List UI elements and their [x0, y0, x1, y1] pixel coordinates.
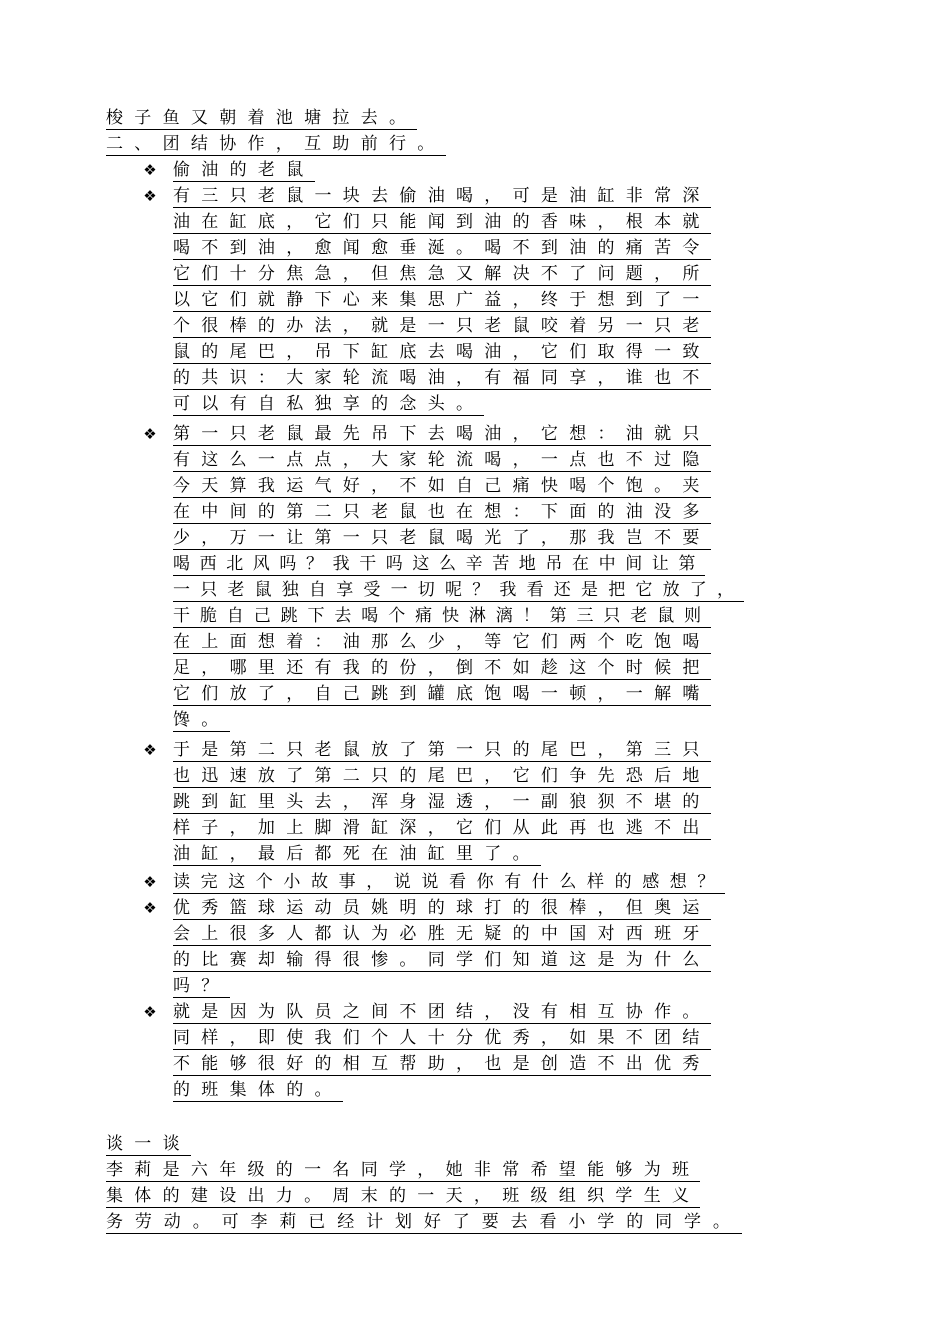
story-title [173, 157, 315, 183]
line-text: 喝西北风吗？我干吗这么辛苦地吊在中间让第 [173, 554, 705, 574]
text-line [173, 999, 711, 1025]
diamond-bullet-icon: ❖ [143, 741, 157, 759]
text-line [173, 499, 711, 525]
text-line [173, 895, 711, 921]
text-line [173, 789, 711, 815]
text-line [173, 339, 711, 365]
line-text: 于是第二只老鼠放了第一只的尾巴，第三只 [173, 740, 711, 760]
line-text: 馋。 [173, 710, 230, 730]
text-line [173, 209, 711, 235]
line-text: 足，哪里还有我的份，倒不如趁这个时候把 [173, 658, 711, 678]
diamond-bullet-icon: ❖ [143, 873, 157, 891]
text-line [173, 707, 230, 733]
line-text: 李莉是六年级的一名同学，她非常希望能够为班 [106, 1160, 701, 1180]
text-line [173, 763, 711, 789]
line-text: 以它们就静下心来集思广益，终于想到了一 [173, 290, 711, 310]
line-text: 优秀篮球运动员姚明的球打的很棒，但奥运 [173, 898, 711, 918]
line-text: 个很棒的办法，就是一只老鼠咬着另一只老 [173, 316, 711, 336]
diamond-bullet-icon: ❖ [143, 425, 157, 443]
text-line [173, 603, 711, 629]
text-line [173, 235, 711, 261]
line-text: 喝不到油，愈闻愈垂涎。喝不到油的痛苦令 [173, 238, 711, 258]
line-text: 的班集体的。 [173, 1080, 343, 1100]
line-text: 梭子鱼又朝着池塘拉去。 [106, 108, 418, 128]
line-text: 可以有自私独享的念头。 [173, 394, 485, 414]
text-line [173, 421, 711, 447]
line-text: 一只老鼠独自享受一切呢？我看还是把它放了， [173, 580, 745, 600]
diamond-bullet-icon: ❖ [143, 161, 157, 179]
text-line [106, 1183, 700, 1209]
line-text: 有这么一点点，大家轮流喝，一点也不过隐 [173, 450, 711, 470]
line-text: 它们十分焦急，但焦急又解决不了问题，所 [173, 264, 711, 284]
text-line [106, 105, 417, 131]
line-text: 务劳动。可李莉已经计划好了要去看小学的同学。 [106, 1212, 742, 1232]
question-line [173, 869, 725, 895]
text-line [173, 947, 711, 973]
line-text: 干脆自己跳下去喝个痛快淋漓！第三只老鼠则 [173, 606, 711, 626]
text-line [173, 447, 711, 473]
line-text: 油在缸底，它们只能闻到油的香味，根本就 [173, 212, 711, 232]
diamond-bullet-icon: ❖ [143, 1003, 157, 1021]
text-line [173, 391, 484, 417]
line-text: 有三只老鼠一块去偷油喝，可是油缸非常深 [173, 186, 711, 206]
text-line [106, 1157, 700, 1183]
diamond-bullet-icon: ❖ [143, 899, 157, 917]
text-line [106, 1209, 742, 1235]
text-line [173, 525, 711, 551]
line-text: 集体的建设出力。周末的一天，班级组织学生义 [106, 1186, 701, 1206]
text-line [173, 473, 711, 499]
text-line [173, 655, 711, 681]
line-text: 样子，加上脚滑缸深，它们从此再也逃不出 [173, 818, 711, 838]
section-heading [106, 131, 446, 157]
line-text: 二、团结协作，互助前行。 [106, 134, 446, 154]
line-text: 油缸，最后都死在油缸里了。 [173, 844, 541, 864]
line-text: 第一只老鼠最先吊下去喝油，它想：油就只 [173, 424, 711, 444]
line-text: 也迅速放了第二只的尾巴，它们争先恐后地 [173, 766, 711, 786]
text-line [173, 551, 705, 577]
line-text: 同样，即使我们个人十分优秀，如果不团结 [173, 1028, 711, 1048]
text-line [173, 629, 711, 655]
line-text: 不能够很好的相互帮助，也是创造不出优秀 [173, 1054, 711, 1074]
line-text: 少，万一让第一只老鼠喝光了，那我岂不要 [173, 528, 711, 548]
line-text: 今天算我运气好，不如自己痛快喝个饱。夹 [173, 476, 711, 496]
line-text: 谈一谈 [106, 1134, 191, 1154]
text-line [173, 313, 711, 339]
line-text: 读完这个小故事，说说看你有什么样的感想？ [173, 872, 725, 892]
text-line [173, 815, 711, 841]
text-line [173, 1051, 711, 1077]
line-text: 鼠的尾巴，吊下缸底去喝油，它们取得一致 [173, 342, 711, 362]
line-text: 吗？ [173, 976, 230, 996]
line-text: 跳到缸里头去，浑身湿透，一副狼狈不堪的 [173, 792, 711, 812]
discussion-heading [106, 1131, 191, 1157]
text-line [173, 261, 711, 287]
line-text: 偷油的老鼠 [173, 160, 315, 180]
text-line [173, 183, 711, 209]
text-line [173, 365, 711, 391]
text-line [173, 973, 230, 999]
line-text: 它们放了，自己跳到罐底饱喝一顿，一解嘴 [173, 684, 711, 704]
text-line [173, 1025, 711, 1051]
line-text: 就是因为队员之间不团结，没有相互协作。 [173, 1002, 711, 1022]
text-line [173, 681, 711, 707]
diamond-bullet-icon: ❖ [143, 187, 157, 205]
text-line [173, 1077, 343, 1103]
line-text: 在上面想着：油那么少，等它们两个吃饱喝 [173, 632, 711, 652]
text-line [173, 921, 711, 947]
line-text: 在中间的第二只老鼠也在想：下面的油没多 [173, 502, 711, 522]
line-text: 会上很多人都认为必胜无疑的中国对西班牙 [173, 924, 711, 944]
text-line [173, 841, 541, 867]
text-line [173, 287, 711, 313]
line-text: 的共识：大家轮流喝油，有福同享，谁也不 [173, 368, 711, 388]
text-line [173, 577, 744, 603]
text-line [173, 737, 711, 763]
line-text: 的比赛却输得很惨。同学们知道这是为什么 [173, 950, 711, 970]
